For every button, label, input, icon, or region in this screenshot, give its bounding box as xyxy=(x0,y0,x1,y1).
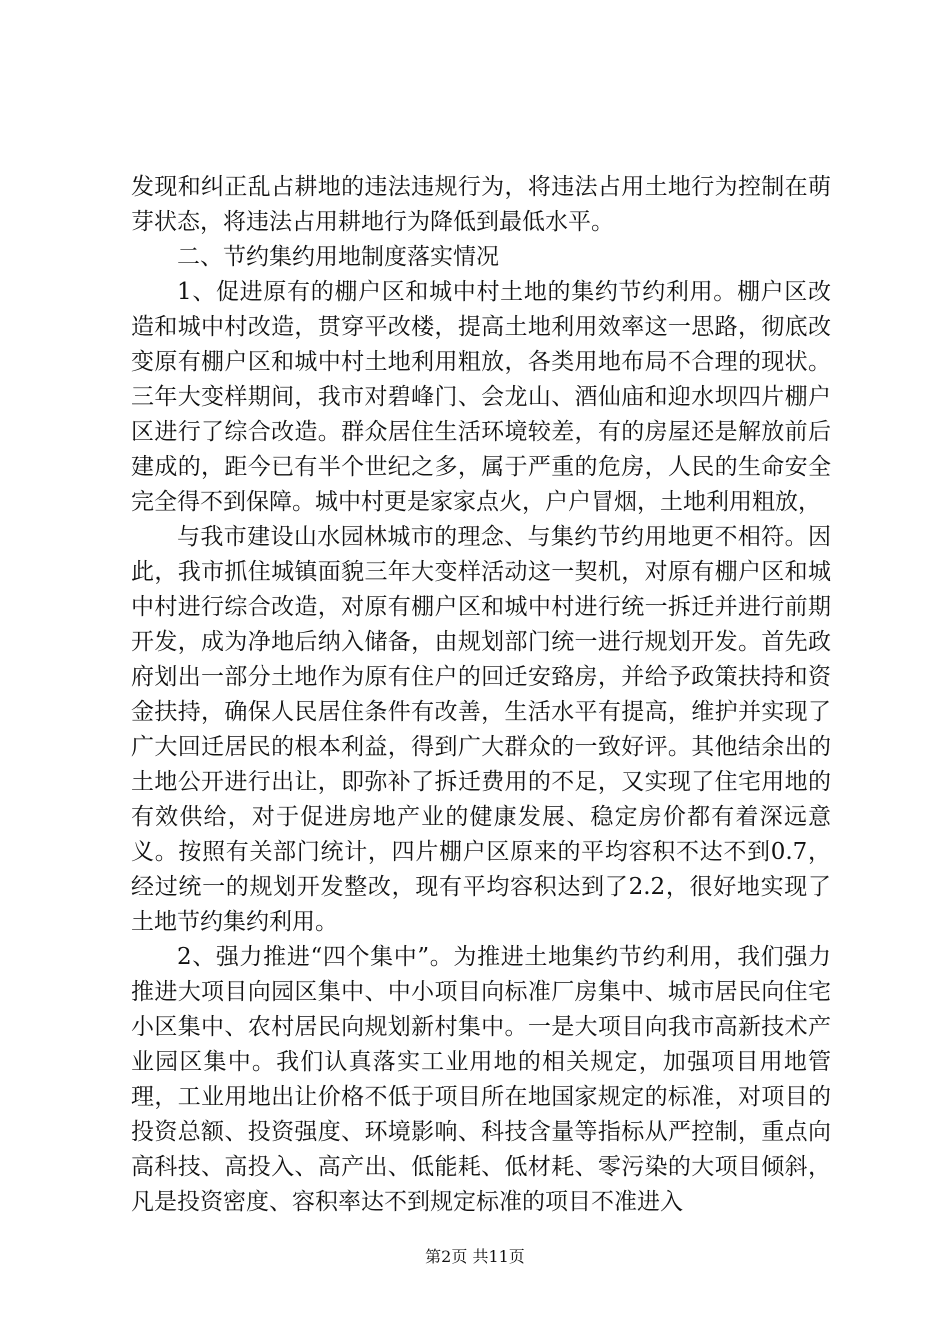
section-heading: 二、节约集约用地制度落实情况 xyxy=(177,244,499,270)
page-footer: 第2页 共11页 xyxy=(425,1247,525,1266)
document-body xyxy=(131,170,831,1220)
paragraph-3: 1、促进原有的棚户区和城中村土地的集约节约利用。棚户区改造和城中村改造，贯穿平改楼，提高土地利用效率这一思路，彻底改变原有棚户区和城中村土地利用粗放，各类用地布局不合理的现状。三年大变样期间，我市对碧峰门、会龙山、酒仙庙和迎水坝四片棚户区进行了综合改造。群众居住生活环境较差，有的房屋还是解放前后建成的，距今已有半个世纪之多，属于严重的危房，人民的生命安全完全得不到保障。城中村更是家家点火，户户冒烟，土地利用粗放， xyxy=(131,279,831,515)
paragraph-5: 2、强力推进“四个集中”。为推进土地集约节约利用，我们强力推进大项目向园区集中、中小项目向标准厂房集中、城市居民向住宅小区集中、农村居民向规划新村集中。一是大项目向我市高新技术产业园区集中。我们认真落实工业用地的相关规定，加强项目用地管理，工业用地出让价格不低于项目所在地国家规定的标准，对项目的投资总额、投资强度、环境影响、科技含量等指标从严控制，重点向高科技、高投入、高产出、低能耗、低材耗、零污染的大项目倾斜，凡是投资密度、容积率达不到规定标准的项目不准进入 xyxy=(131,944,831,1215)
paragraph-4: 与我市建设山水园林城市的理念、与集约节约用地更不相符。因此，我市抓住城镇面貌三年大变样活动这一契机，对原有棚户区和城中村进行综合改造，对原有棚户区和城中村进行统一拆迁并进行前期开发，成为净地后纳入储备，由规划部门统一进行规划开发。首先政府划出一部分土地作为原有住户的回迁安臵房，并给予政策扶持和资金扶持，确保人民居住条件有改善，生活水平有提高，维护并实现了广大回迁居民的根本利益，得到广大群众的一致好评。其他结余出的土地公开进行出让，即弥补了拆迁费用的不足，又实现了住宅用地的有效供给，对于促进房地产业的健康发展、稳定房价都有着深远意义。按照有关部门统计，四片棚户区原来的平均容积不达不到0.7，经过统一的规划开发整改，现有平均容积达到了2.2，很好地实现了土地节约集约利用。 xyxy=(131,524,831,935)
paragraph-1: 发现和纠正乱占耕地的违法违规行为，将违法占用土地行为控制在萌芽状态，将违法占用耕地行为降低到最低水平。 xyxy=(131,174,831,235)
